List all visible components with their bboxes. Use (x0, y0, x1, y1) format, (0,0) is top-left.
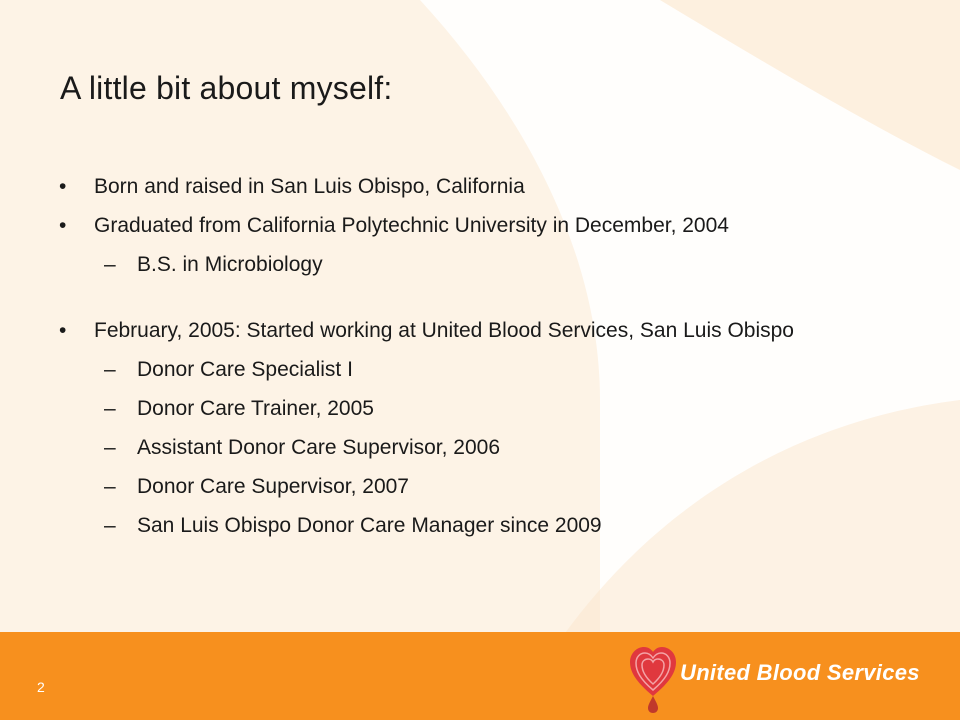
sub-bullet-marker: – (104, 253, 116, 276)
bullet-text: Born and raised in San Luis Obispo, California (94, 175, 525, 198)
bullet-text: San Luis Obispo Donor Care Manager since 2009 (137, 514, 602, 537)
sub-bullet-marker: – (104, 436, 116, 459)
sub-bullet-item (0, 395, 917, 423)
sub-bullet-marker: – (104, 358, 116, 381)
heart-drop-icon (628, 644, 678, 714)
sub-bullet-item (0, 356, 917, 384)
footer-bar (0, 632, 960, 720)
bullet-marker: • (59, 214, 67, 237)
bullet-item (0, 173, 914, 201)
sub-bullet-item (0, 512, 917, 540)
bullet-text: February, 2005: Started working at United Blood Services, San Luis Obispo (94, 319, 794, 342)
sub-bullet-marker: – (104, 397, 116, 420)
sub-bullet-item (0, 251, 917, 279)
sub-bullet-item (0, 473, 917, 501)
slide-title: A little bit about myself: (60, 70, 393, 106)
sub-bullet-marker: – (104, 514, 116, 537)
sub-bullet-item (0, 434, 917, 462)
bullet-text: Donor Care Specialist I (137, 358, 353, 381)
bullet-text: Donor Care Supervisor, 2007 (137, 475, 409, 498)
united-blood-services-logo (628, 644, 928, 714)
logo-text: United Blood Services (680, 660, 920, 685)
bullet-text: Donor Care Trainer, 2005 (137, 397, 374, 420)
bullet-item (0, 212, 914, 240)
sub-bullet-marker: – (104, 475, 116, 498)
bullet-item (0, 317, 914, 345)
bullet-list (0, 173, 960, 540)
bullet-text: B.S. in Microbiology (137, 253, 323, 276)
bullet-marker: • (59, 175, 67, 198)
bullet-marker: • (59, 319, 67, 342)
bullet-text: Graduated from California Polytechnic University in December, 2004 (94, 214, 729, 237)
page-number: 2 (37, 679, 45, 695)
bullet-text: Assistant Donor Care Supervisor, 2006 (137, 436, 501, 459)
